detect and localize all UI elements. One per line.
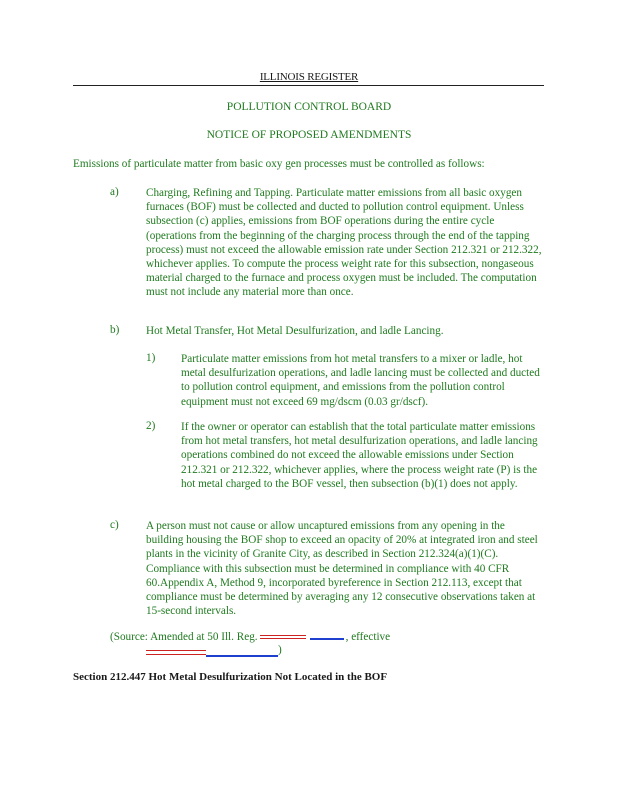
item-b-text: Hot Metal Transfer, Hot Metal Desulfurization, and ladle Lancing.	[146, 325, 444, 337]
intro-paragraph: Emissions of particulate matter from basic oxy gen processes must be controlled as follows:	[73, 158, 485, 170]
item-a-label: a)	[110, 186, 119, 198]
item-b1-label: 1)	[146, 352, 156, 364]
insertion-underline	[310, 630, 344, 640]
header-rule	[73, 85, 544, 86]
insertion-underline-2	[206, 655, 278, 657]
notice-title: NOTICE OF PROPOSED AMENDMENTS	[206, 129, 412, 141]
source-suffix: , effective	[345, 631, 391, 643]
item-c-text: A person must not cause or allow uncaptured emissions from any opening in the building housing the BOF shop to exceed an opacity of 20% at integrated iron and steel plants in the vicinity of Granite City, as described in Section 212.324(a)(1)(C). Compliance with this subsection must be determined in compliance with 40 CFR 60.Appendix A, Method 9, incorporated byreference in Section 212.113, except that compliance must be determined by averaging any 12 consecutive observations taken at 15-second intervals.	[146, 520, 538, 618]
item-b1-text: Particulate matter emissions from hot metal transfers to a mixer or ladle, hot metal desulfurization operations, and ladle lancing must be collected and ducted to pollution control equipment, and emissions from the pollution control equipment must not exceed 69 mg/dscm (0.03 gr/dscf).	[181, 353, 540, 408]
source-note-continuation	[146, 644, 286, 658]
board-name: POLLUTION CONTROL BOARD	[226, 101, 392, 113]
item-b2-text: If the owner or operator can establish that the total particulate matter emissions from hot metal transfers, hot metal desulfurization operations, and ladle lancing operations combined do not exceed the allowable emissions under Section 212.321 or 212.322, whichever applies, where the process weight rate (P) is the hot metal charged to the BOF vessel, then subsection (b)(1) does not apply.	[181, 421, 538, 490]
source-close-paren: )	[278, 644, 282, 656]
strikeout-mark-2	[146, 650, 206, 655]
item-a-text: Charging, Refining and Tapping. Particulate matter emissions from all basic oxygen furnaces (BOF) must be collected and ducted to pollution control equipment. Unless subsection (c) applies, emissions from BOF operations during the entire cycle (operations from the beginning of the charging process through the end of the tapping process) must not exceed the allowable emission rate under Section 212.321 or 212.322, whichever applies. To compute the process weight rate for this subsection, nongaseous material charged to the furnace and process oxygen must be included. The computation must not include any material more than once.	[146, 187, 542, 299]
source-prefix: (Source: Amended at 50 Ill. Reg.	[110, 631, 258, 643]
item-b2-label: 2)	[146, 420, 156, 432]
source-note	[110, 630, 390, 643]
strikeout-mark	[260, 635, 306, 639]
item-c-label: c)	[110, 519, 119, 531]
item-b-label: b)	[110, 324, 120, 336]
register-title: ILLINOIS REGISTER	[259, 71, 359, 83]
section-heading: Section 212.447 Hot Metal Desulfurization Not Located in the BOF	[73, 671, 388, 683]
